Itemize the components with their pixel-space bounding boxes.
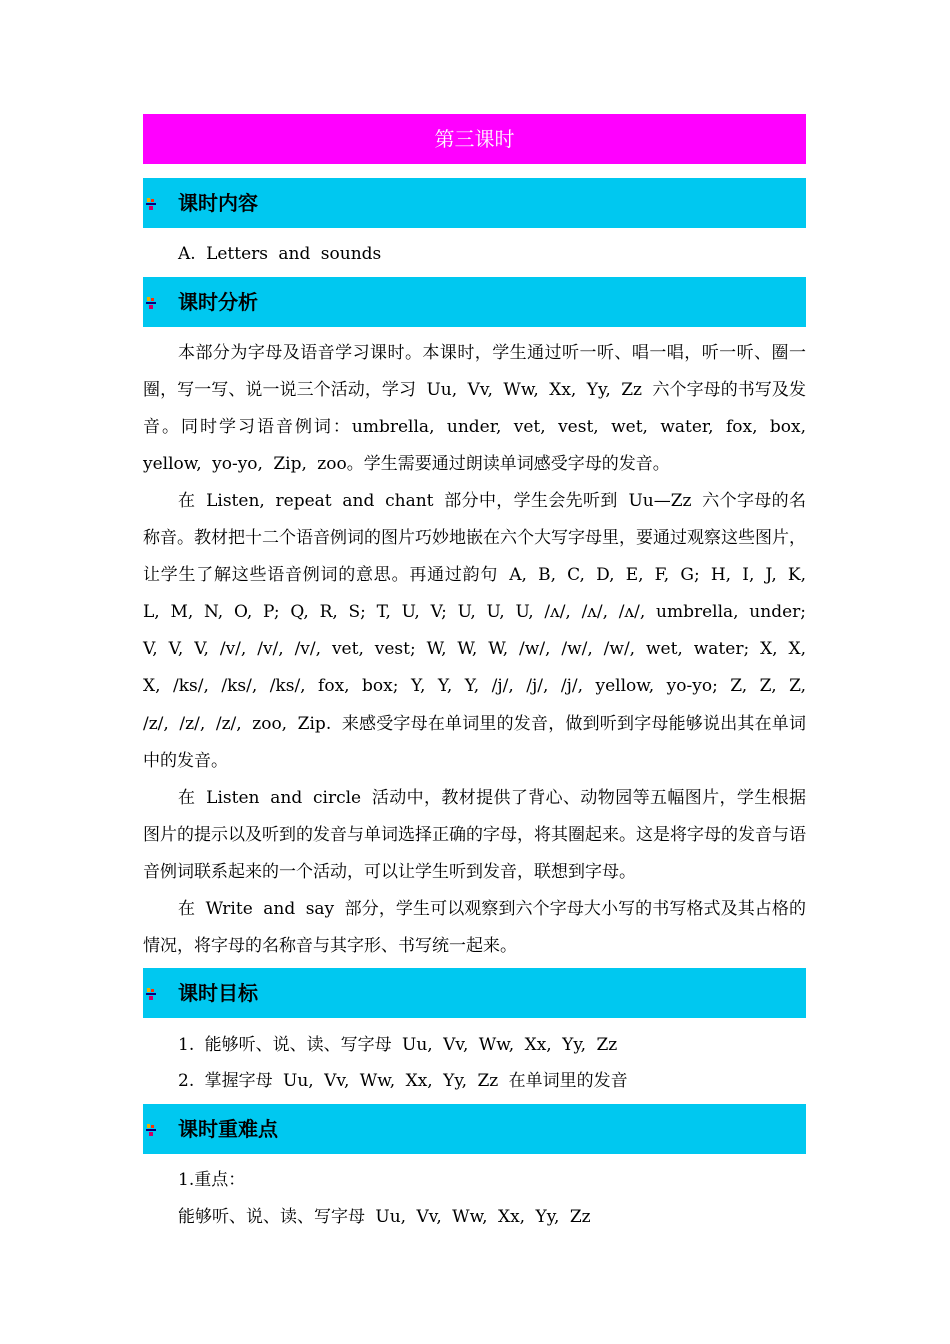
content-item: A. Letters and sounds [178, 244, 382, 264]
section-header-keypoints [143, 1104, 806, 1154]
analysis-paragraph-2: 在 Listen, repeat and chant 部分中，学生会先听到 Uu—Zz 六个字母的名称音。教材把十二个语音例词的图片巧妙地嵌在六个大写字母里，要通过观察这些图片，让学生了解这些语音例词的意思。再通过韵句 A, B, C, D, E, F, G; H, I, J, K, L, M, N, O, P; Q, R, S; T, U, V; U, U, U, /ʌ/, /ʌ/, /ʌ/, umbrella, under; V, V, V, /v/, /v/, /v/, vet, vest; W, W, W, /w/, /w/, /w/, wet, water; X, X, X, /ks/, /ks/, /ks/, fox, box; Y, Y, Y, /j/, /j/, /j/, yellow, yo-yo; Z, Z, Z, /z/, /z/, /z/, zoo, Zip. 来感受字母在单词里的发音，做到听到字母能够说出其在单词中的发音。 [143, 491, 806, 771]
goal-item-1: 1. 能够听、说、读、写字母 Uu, Vv, Ww, Xx, Yy, Zz [178, 1035, 618, 1055]
section-heading: 课时内容 [178, 191, 258, 215]
bullet-icon [146, 1124, 156, 1136]
goal-item-2: 2. 掌握字母 Uu, Vv, Ww, Xx, Yy, Zz 在单词里的发音 [178, 1071, 628, 1091]
analysis-paragraph-4: 在 Write and say 部分，学生可以观察到六个字母大小写的书写格式及其占格的情况，将字母的名称音与其字形、书写统一起来。 [143, 899, 806, 957]
bullet-icon [146, 988, 156, 1000]
analysis-paragraph-1: 本部分为字母及语音学习课时。本课时，学生通过听一听、唱一唱，听一听、圈一圈，写一写、说一说三个活动，学习 Uu, Vv, Ww, Xx, Yy, Zz 六个字母的书写及发音。同时学习语音例词：umbrella, under, vet, vest, wet, water, fox, box, yellow, yo-yo, Zip, zoo。学生需要通过朗读单词感受字母的发音。 [143, 343, 806, 475]
section-header-content [143, 178, 806, 228]
section-header-goals [143, 968, 806, 1018]
section-header-analysis [143, 277, 806, 327]
page-title: 第三课时 [143, 114, 806, 164]
bullet-icon [146, 198, 156, 210]
section-heading: 课时分析 [178, 290, 258, 314]
bullet-icon [146, 297, 156, 309]
section-heading: 课时重难点 [178, 1117, 278, 1141]
analysis-paragraph-3: 在 Listen and circle 活动中，教材提供了背心、动物园等五幅图片，学生根据图片的提示以及听到的发音与单词选择正确的字母，将其圈起来。这是将字母的发音与语音例词联系起来的一个活动，可以让学生听到发音，联想到字母。 [143, 788, 806, 883]
keypoint-text: 能够听、说、读、写字母 Uu, Vv, Ww, Xx, Yy, Zz [178, 1207, 591, 1227]
section-heading: 课时目标 [178, 981, 258, 1005]
keypoint-label: 1.重点： [178, 1170, 246, 1190]
